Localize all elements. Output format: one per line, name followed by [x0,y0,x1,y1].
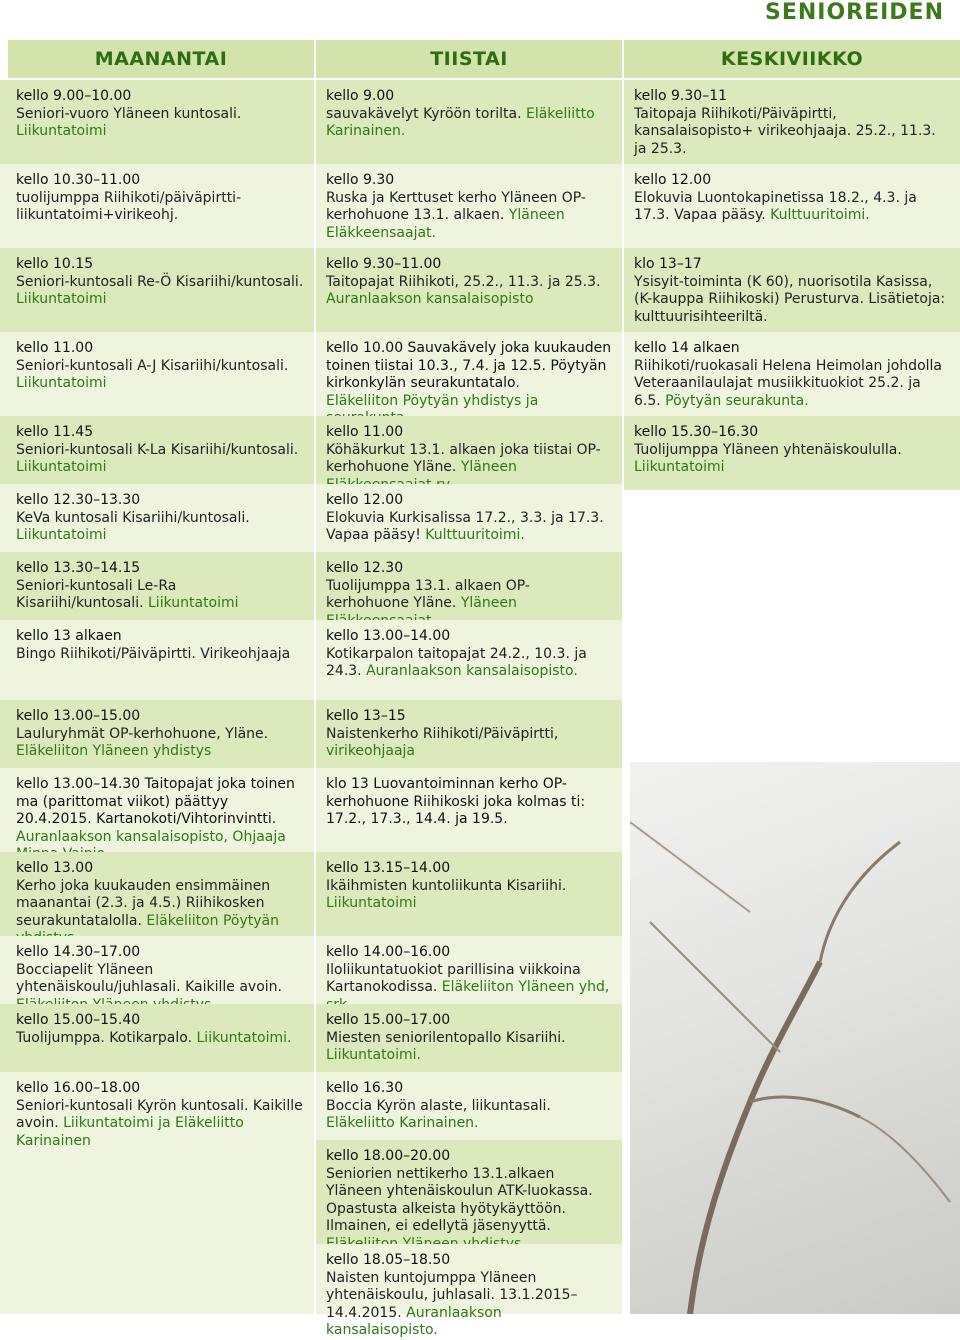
event-time: kello 12.00 [634,172,712,188]
event-item [0,936,314,1004]
event-organizer: Eläkeliiton Pöytyän [146,912,280,929]
event-organizer: Auranlaakson kansalaisopisto, Ohjaaja [16,828,286,845]
event-organizer: Kulttuuritoimi. [770,207,870,223]
event-item [316,1072,622,1140]
event-description: Seniorien nettikerho 13.1.alkaen Yläneen yhtenäiskoulun ATK-luokassa. Opastusta alkeista hyötykäyttöön. Ilmainen, ei edellytä jäsenyyttä. [326,1165,593,1234]
event-time: kello 18.05–18.50 [326,1252,451,1268]
event-organizer: Liikuntatoimi [148,595,239,611]
event-organizer: virikeohjaaja [326,743,415,759]
event-time: kello 14.00–16.00 [326,944,451,960]
event-organizer: Liikuntatoimi [16,459,107,475]
event-item [316,164,622,248]
event-item [316,768,622,852]
event-time: kello 18.00–20.00 [326,1148,451,1164]
event-time: kello 9.30–11 [634,88,728,104]
event-organizer: Auranlaakson kansalaisopisto. [326,1304,502,1338]
event-description: Elokuvia Kurkisalissa 17.2., 3.3. ja 17.3. Vapaa pääsy! [326,509,604,543]
wednesday-column [624,80,960,490]
event-item [624,416,960,490]
event-description: Ruska ja Kerttuset kerho Yläneen OP-kerhohuone 13.1. alkaen. [326,189,586,223]
event-item [624,80,960,164]
monday-lower-column [0,700,314,1314]
event-description: Tuolijumppa. Kotikarpalo. [16,1029,193,1046]
event-time: kello 10.30–11.00 [16,172,141,188]
column-header-monday: MAANANTAI [8,40,316,78]
event-time: kello 13 alkaen [16,628,122,644]
event-item [0,248,314,332]
event-organizer: Liikuntatoimi [634,459,725,475]
event-item [316,552,622,620]
event-item [0,1004,314,1072]
event-organizer: Eläkeliitto Karinainen. [326,105,595,139]
event-description: Taitopajat Riihikoti, 25.2., 11.3. ja 25.3. [326,273,601,290]
event-time: kello 9.00–10.00 [16,88,132,104]
event-description: tuolijumppa Riihikoti/päiväpirtti-liikuntatoimi+virikeohj. [16,189,242,223]
event-organizer: Pöytyän seurakunta. [665,392,809,409]
event-organizer: Liikuntatoimi [16,375,107,391]
event-time: kello 9.30–11.00 [326,256,442,272]
event-description: Riihikoti/ruokasali Helena Heimolan johdolla Veteraanilaulajat musiikkituokiot 25.2. ja 6.5. [634,357,942,409]
event-organizer: Liikuntatoimi [16,291,107,307]
event-description: Iloliikuntatuokiot parillisina viikkoina Kartanokodissa. [326,961,581,995]
event-description: Tuolijumppa 13.1. alkaen OP-kerhohuone Yläne. [326,577,530,611]
event-time: klo 13–17 [634,256,702,272]
event-item [316,248,622,332]
event-description: Taitopaja Riihikoti/Päiväpirtti, kansalaisopisto+ virikeohjaaja. 25.2., 11.3. ja 25.3. [634,105,936,157]
event-organizer: Liikuntatoimi. [196,1029,292,1046]
tuesday-column [316,80,622,700]
event-item [316,484,622,552]
event-time: kello 16.30 [326,1080,404,1096]
event-description: sauvakävelyt Kyröön torilta. [326,105,522,122]
event-description: Ysisyit-toiminta (K 60), nuorisotila Kasissa, (K-kauppa Riihikoski) Perusturva. Lisätietoja: kulttuurisihteeriltä. [634,273,946,325]
page-title: SENIOREIDEN [764,0,944,25]
event-description: Miesten seniorilentopallo Kisariihi. [326,1029,566,1046]
event-description: Seniori-kuntosali Re-Ö Kisariihi/kuntosali. [16,273,304,290]
event-item [316,416,622,484]
event-organizer: Eläkeliiton Yläneen yhdistys [16,743,212,759]
event-item [0,552,314,620]
event-item [316,1004,622,1072]
column-header-tuesday: TIISTAI [316,40,624,78]
event-organizer: Eläkeliitto Karinainen. [326,1115,479,1131]
event-time: kello 11.45 [16,424,94,440]
event-description: Boccia Kyrön alaste, liikuntasali. [326,1097,551,1114]
event-time: kello 12.30 [326,560,404,576]
event-description: Ikäihmisten kuntoliikunta Kisariihi. [326,877,567,894]
event-organizer: Yläneen Eläkkeensaajat. [326,207,565,241]
event-item [0,620,314,700]
event-description: KeVa kuntosali Kisariihi/kuntosali. [16,509,250,526]
event-organizer: Auranlaakson kansalaisopisto. [366,663,578,679]
event-organizer: Auranlaakson kansalaisopisto [326,291,534,307]
event-item [0,700,314,768]
event-time: kello 10.15 [16,256,94,272]
event-time: kello 15.00–17.00 [326,1012,451,1028]
event-description: Seniori-kuntosali Le-Ra Kisariihi/kuntosali. [16,577,177,611]
event-item [0,416,314,484]
event-organizer: Liikuntatoimi. [326,1047,421,1063]
event-time: kello 10.00 Sauvakävely joka kuukauden toinen tiistai 10.3., 7.4. ja 12.5. Pöytyän kirkonkylän seurakuntatalo. [326,340,612,391]
event-item [0,80,314,164]
event-time: kello 13.30–14.15 [16,560,141,576]
event-time: klo 13 Luovantoiminnan kerho OP-kerhohuone Riihikoski joka kolmas ti: 17.2., 17.3., 14.4. ja 19.5. [326,776,586,827]
event-description: Elokuvia Luontokapinetissa 18.2., 4.3. ja 17.3. Vapaa pääsy. [634,189,917,223]
event-organizer: Liikuntatoimi [16,123,107,139]
event-description: Kotikarpalon taitopajat 24.2., 10.3. ja 24.3. [326,645,587,679]
event-organizer: Yläneen [460,459,517,475]
event-item [0,852,314,936]
event-description: Bocciapelit Yläneen yhtenäiskoulu/juhlasali. Kaikille avoin. [16,961,282,995]
event-organizer: Liikuntatoimi [326,895,417,911]
event-description: Seniori-kuntosali A-J Kisariihi/kuntosali. [16,357,289,374]
event-time: kello 13.00 [16,860,94,876]
event-description: Naistenkerho Riihikoti/Päiväpirtti, [326,725,559,742]
event-item [624,248,960,332]
event-item [316,80,622,164]
event-item [0,1072,314,1314]
column-header-wednesday: KESKIVIIKKO [624,40,960,78]
event-time: kello 14 alkaen [634,340,740,356]
event-description: Seniori-vuoro Yläneen kuntosali. [16,105,242,122]
event-description: Naisten kuntojumppa Yläneen yhtenäiskoulu, juhlasali. 13.1.2015–14.4.2015. [326,1269,578,1321]
event-time: kello 11.00 [326,424,404,440]
monday-column [0,80,314,700]
event-description: Bingo Riihikoti/Päiväpirtti. Virikeohjaaja [16,645,291,662]
event-organizer: Eläkeliiton Yläneen yhd, [441,979,610,995]
event-time: kello 9.00 [326,88,395,104]
event-item [0,768,314,852]
event-item [316,700,622,768]
event-organizer: Liikuntatoimi ja Eläkeliitto Karinainen [16,1115,244,1149]
event-time: kello 9.30 [326,172,395,188]
event-item [316,332,622,416]
event-time: kello 13.00–15.00 [16,708,141,724]
event-time: kello 13.15–14.00 [326,860,451,876]
event-organizer: Liikuntatoimi [16,527,107,543]
event-organizer: Eläkeliiton Pöytyän yhdistys ja [326,392,539,409]
event-time: kello 16.00–18.00 [16,1080,141,1096]
event-time: kello 13.00–14.30 Taitopajat joka toinen ma (parittomat viikot) päättyy 20.4.2015. Kartanokoti/Vihtorinvintti. [16,776,295,827]
event-time: kello 14.30–17.00 [16,944,141,960]
event-description: Seniori-kuntosali Kyrön kuntosali. Kaikille avoin. [16,1097,303,1131]
event-time: kello 13–15 [326,708,406,724]
event-item [316,620,622,700]
branch-photo [630,762,960,1314]
event-item [624,164,960,248]
event-organizer: Kulttuuritoimi. [425,527,525,543]
event-description: Tuolijumppa Yläneen yhtenäiskoululla. [634,441,902,458]
event-item [316,852,622,936]
event-time: kello 13.00–14.00 [326,628,451,644]
event-time: kello 12.30–13.30 [16,492,141,508]
event-time: kello 15.00–15.40 [16,1012,141,1028]
event-description: Köhäkurkut 13.1. alkaen joka tiistai OP-kerhohuone Yläne. [326,441,601,475]
event-item [316,1140,622,1244]
event-item [0,332,314,416]
event-description: Seniori-kuntosali K-La Kisariihi/kuntosali. [16,441,299,458]
event-organizer: Yläneen [460,595,517,611]
tuesday-lower-column [316,700,622,1338]
event-time: kello 11.00 [16,340,94,356]
event-item [0,164,314,248]
event-time: kello 12.00 [326,492,404,508]
event-description: Lauluryhmät OP-kerhohuone, Yläne. [16,725,269,742]
event-item [624,332,960,416]
event-item [0,484,314,552]
event-item [316,936,622,1004]
event-item [316,1244,622,1338]
event-time: kello 15.30–16.30 [634,424,759,440]
event-description: Kerho joka kuukauden ensimmäinen maanantai (2.3. ja 4.5.) Riihikosken seurakuntatalolla. [16,877,271,929]
